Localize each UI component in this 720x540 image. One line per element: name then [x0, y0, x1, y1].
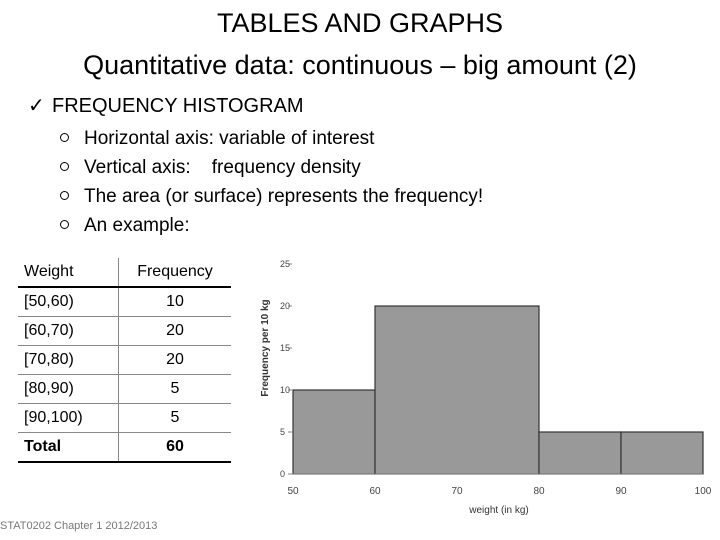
x-tick-label: 100 — [694, 486, 712, 497]
y-tick-label: 5 — [280, 427, 286, 437]
table-cell-frequency: 5 — [119, 375, 232, 404]
x-tick-label: 50 — [287, 486, 299, 497]
table-cell-frequency: 20 — [119, 346, 232, 375]
table-cell-frequency: 20 — [119, 317, 232, 346]
sub-bullet: Vertical axis: frequency density — [60, 153, 483, 182]
table-cell-interval: [80,90) — [18, 375, 119, 404]
table-cell-interval: [90,100) — [18, 404, 119, 433]
histogram-bar — [375, 306, 539, 474]
x-axis-label: weight (in kg) — [469, 505, 529, 516]
x-tick-label: 60 — [369, 486, 381, 497]
slide-title: TABLES AND GRAPHS — [216, 8, 504, 38]
y-tick-label: 10 — [280, 385, 291, 395]
y-tick-label: 15 — [280, 343, 291, 353]
y-tick-label: 25 — [280, 259, 291, 269]
x-tick-label: 70 — [451, 486, 463, 497]
table-total-value: 60 — [119, 433, 232, 463]
table-cell-frequency: 10 — [119, 287, 232, 317]
sub-bullet: Horizontal axis: variable of interest — [60, 124, 483, 153]
sub-bullet: An example: — [60, 211, 483, 240]
main-bullet-text: FREQUENCY HISTOGRAM — [52, 95, 304, 117]
slide-subtitle: Quantitative data: continuous – big amount (2) — [83, 50, 637, 80]
table-total-label: Total — [18, 433, 119, 463]
histogram-bar — [293, 390, 375, 474]
histogram-bar — [539, 432, 621, 474]
footer-text: STAT0202 Chapter 1 2012/2013 — [0, 520, 158, 532]
table-header-frequency: Frequency — [119, 258, 232, 287]
checkmark-icon: ✓ — [28, 95, 45, 117]
sub-bullet: The area (or surface) represents the frequency! — [60, 182, 483, 211]
table-header-weight: Weight — [18, 258, 119, 287]
histogram-bar — [621, 432, 703, 474]
y-axis-label: Frequency per 10 kg — [260, 299, 271, 397]
y-tick-label: 0 — [280, 469, 286, 479]
table-cell-interval: [70,80) — [18, 346, 119, 375]
x-tick-label: 90 — [615, 486, 627, 497]
table-cell-interval: [60,70) — [18, 317, 119, 346]
table-cell-frequency: 5 — [119, 404, 232, 433]
table-cell-interval: [50,60) — [18, 287, 119, 317]
y-tick-label: 20 — [280, 301, 291, 311]
x-tick-label: 80 — [533, 486, 545, 497]
